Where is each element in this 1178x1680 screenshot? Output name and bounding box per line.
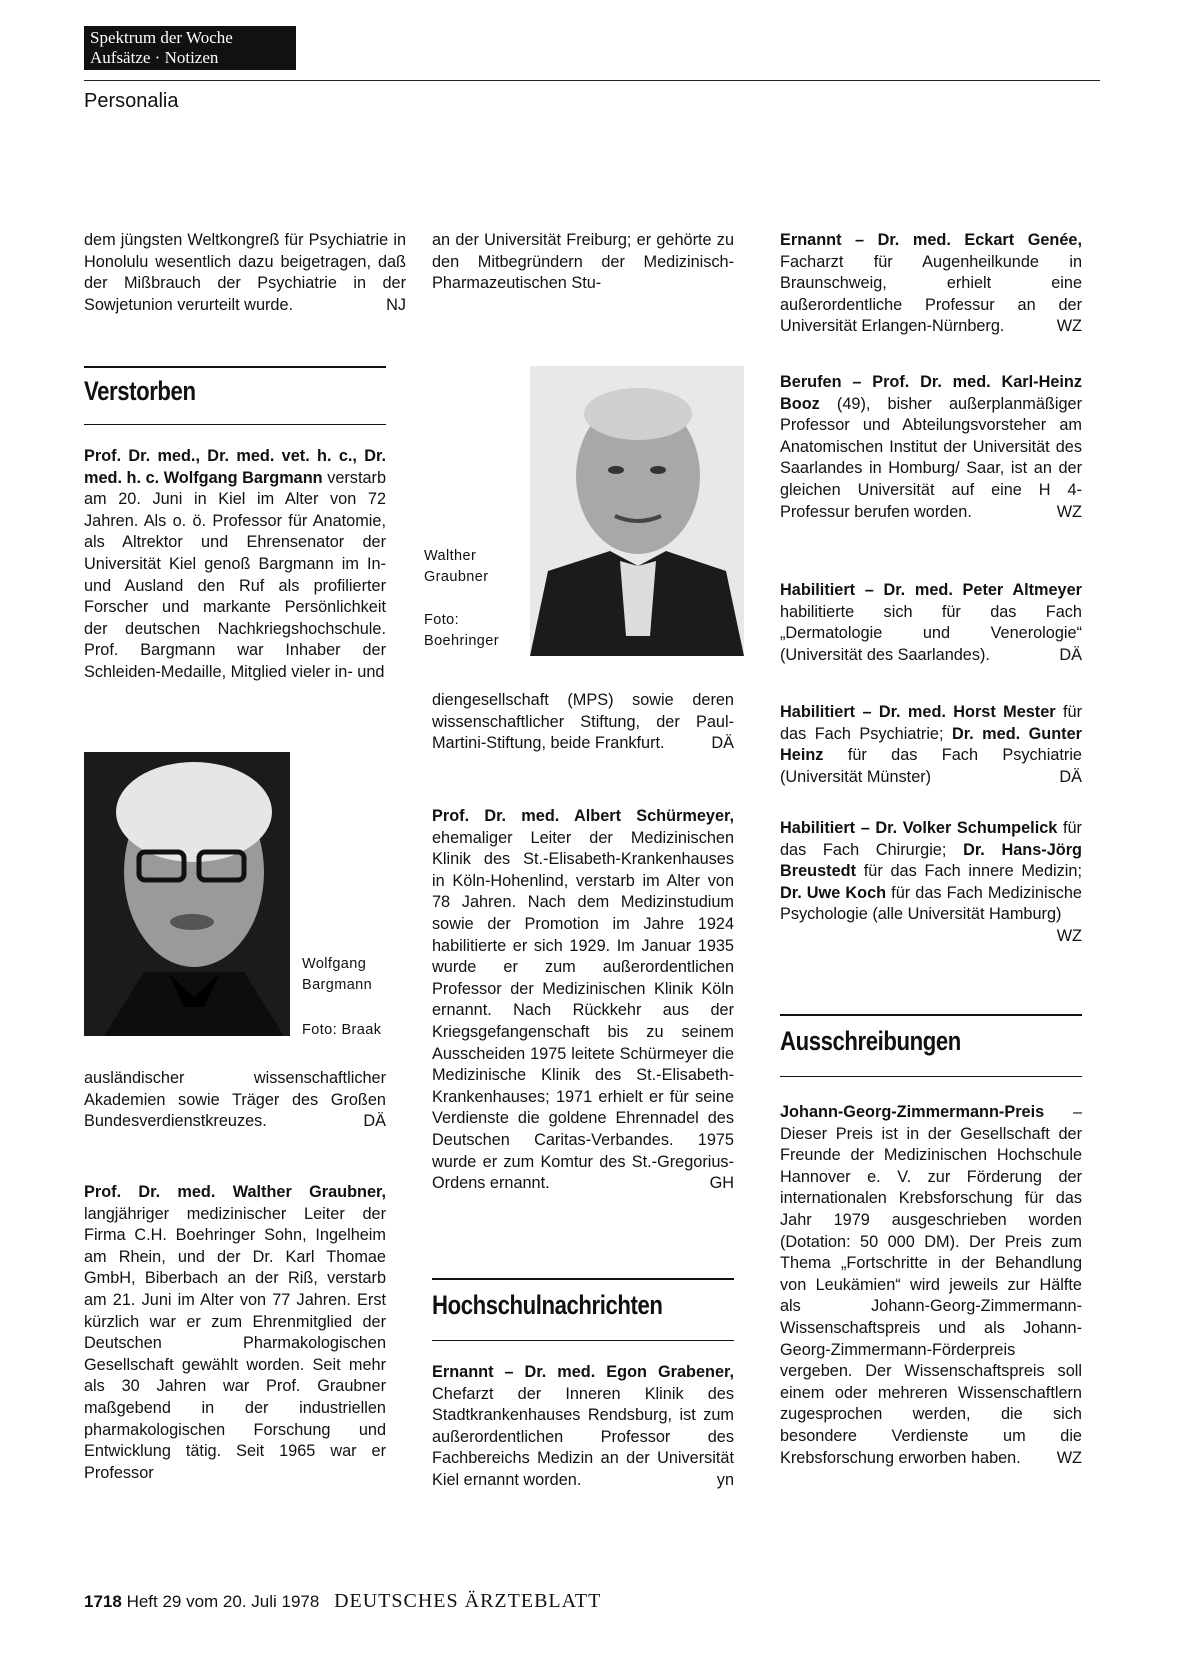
heading-rule-bottom-hochschul — [432, 1340, 734, 1341]
article-schuermeyer — [432, 806, 734, 1195]
graubner-continued — [432, 690, 734, 755]
page-footer — [84, 1590, 601, 1613]
grabener-name: Ernannt – Dr. med. Egon Grabener, — [432, 1363, 734, 1381]
photo-graubner — [530, 366, 744, 656]
article-grabener — [432, 1362, 734, 1492]
credit-bargmann: Foto: Braak — [302, 1022, 382, 1038]
bargmann-name: Prof. Dr. med., Dr. med. vet. h. c., Dr. med. h. c. Wolfgang Bargmann — [84, 447, 386, 487]
col2-intro — [432, 230, 734, 295]
schumpelick-text-3: für das Fach Medizinische Psychologie (alle Universität Hamburg) — [780, 883, 1082, 924]
heading-verstorben: Verstorben — [84, 376, 196, 406]
schumpelick-signature: WZ — [1056, 926, 1082, 945]
heading-rule-bottom-ausschreibungen — [780, 1076, 1082, 1077]
schumpelick-text-1: für das Fach Chirurgie; — [780, 819, 1082, 859]
altmeyer-text: habilitierte sich für das Fach „Dermatologie und Venerologie“ (Universität des Saarlandes). — [780, 602, 1082, 664]
breustedt-name: Dr. Hans-Jörg Breustedt — [780, 840, 1082, 881]
article-graubner — [84, 1182, 386, 1484]
portrait-graubner-image — [530, 366, 744, 656]
bargmann-text: verstarb am 20. Juni in Kiel im Alter von 72 Jahren. Als o. ö. Professor für Anatomie, als Altrektor und Ehrensenator der Universität Kiel genoß Bargmann im In- und Ausland den Ruf als profilierter Forscher und markante Persönlichkeit der deutschen Nachkriegshochschule. Prof. Bargmann war Inhaber der Schleiden-Medaille, Mitglied vieler in- und — [84, 468, 387, 681]
page-number: 1718 — [84, 1592, 122, 1611]
heading-rule-bottom — [84, 424, 386, 425]
booz-text: (49), bisher außerplanmäßiger Professor und Abteilungsvorsteher am Anatomischen Institut der Universität des Saarlandes in Homburg/ Saar, ist an der gleichen Universität auf eine H 4-Professur berufen worden. — [780, 394, 1082, 521]
journal-name: DEUTSCHES ÄRZTEBLATT — [334, 1590, 602, 1612]
grabener-text: Chefarzt der Inneren Klinik des Stadtkrankenhauses Rendsburg, ist zum außerordentlichen Professor des Fachbereichs Medizin an der Universität Kiel ernannt worden. — [432, 1384, 734, 1489]
article-genee — [780, 230, 1082, 338]
header-line-2: Aufsätze · Notizen — [90, 48, 219, 67]
article-booz — [780, 372, 1082, 523]
heading-hochschulnachrichten: Hochschulnachrichten — [432, 1290, 663, 1320]
article-schumpelick — [780, 818, 1082, 948]
graubner-name: Prof. Dr. med. Walther Graubner, — [84, 1183, 386, 1201]
header-line-1: Spektrum der Woche — [90, 28, 233, 47]
article-preis — [780, 1102, 1082, 1469]
graubner-cont-text: diengesellschaft (MPS) sowie deren wissenschaftlicher Stiftung, der Paul-Martini-Stiftung, beide Frankfurt. — [432, 691, 734, 753]
header-rule — [84, 80, 1100, 81]
altmeyer-name: Habilitiert – Dr. med. Peter Altmeyer — [780, 581, 1082, 599]
article-mester — [780, 702, 1082, 788]
bargmann-signature: DÄ — [363, 1112, 386, 1131]
heading-rule-top-hochschul — [432, 1278, 734, 1280]
schumpelick-text-2: für das Fach innere Medizin; — [863, 862, 1082, 881]
credit-graubner-label: Foto: — [424, 612, 460, 628]
caption-bargmann-first: Wolfgang — [302, 956, 367, 972]
article-bargmann — [84, 446, 386, 684]
photo-bargmann — [84, 752, 290, 1036]
section-header-box — [84, 26, 296, 70]
mester-signature: DÄ — [1059, 767, 1082, 786]
schuermeyer-signature: GH — [709, 1174, 734, 1193]
intro-text: dem jüngsten Weltkongreß für Psychiatrie in Honolulu wesentlich dazu beigetragen, daß der Mißbrauch der Psychiatrie in der Sowjetunion verurteilt wurde. — [84, 231, 406, 314]
heading-ausschreibungen: Ausschreibungen — [780, 1026, 961, 1056]
col1-intro — [84, 230, 406, 316]
altmeyer-signature: DÄ — [1059, 645, 1082, 664]
heading-rule-top — [84, 366, 386, 368]
graubner-signature: DÄ — [711, 734, 734, 753]
schuermeyer-text: ehemaliger Leiter der Medizinischen Klinik des St.-Elisabeth-Krankenhauses in Köln-Hohenlind, verstarb im Alter von 78 Jahren. Nach dem Medizinstudium sowie der Promotion im Jahre 1924 habilitierte er sich 1929. Im Januar 1935 wurde er zum außerordentlichen Professor der Medizinischen Klinik Köln ernannt. Nach Rückkehr aus der Kriegsgefangenschaft bis zu seinem Ausscheiden 1975 leitete Schürmeyer die Medizinische Klinik des St.-Elisabeth-Krankenhauses; 1971 erhielt er für seine Verdienste die goldene Ehrennadel des Deutschen Caritas-Verbandes. 1975 wurde er zum Komtur des St.-Gregorius-Ordens ernannt. — [432, 828, 734, 1193]
credit-graubner — [424, 610, 499, 652]
booz-signature: WZ — [1056, 502, 1082, 521]
caption-graubner-last: Graubner — [424, 569, 489, 585]
mester-text-2: für das Fach Psychiatrie (Universität Münster) — [780, 746, 1082, 786]
caption-bargmann-last: Bargmann — [302, 977, 373, 993]
genee-signature: WZ — [1056, 317, 1082, 336]
bargmann-continued — [84, 1068, 386, 1133]
koch-name: Dr. Uwe Koch — [780, 883, 887, 902]
booz-name: Berufen – Prof. Dr. med. Karl-Heinz Booz — [780, 373, 1082, 413]
preis-name: Johann-Georg-Zimmermann-Preis — [780, 1103, 1045, 1121]
bargmann-cont-text: ausländischer wissenschaftlicher Akademien sowie Träger des Großen Bundesverdienstkreuzes. — [84, 1069, 386, 1131]
genee-name: Ernannt – Dr. med. Eckart Genée, — [780, 231, 1082, 249]
graubner-intro-text: an der Universität Freiburg; er gehörte zu den Mitbegründern der Medizinisch-Pharmazeutischen Stu- — [432, 231, 734, 293]
portrait-bargmann-image — [84, 752, 290, 1036]
preis-signature: WZ — [1056, 1448, 1082, 1467]
preis-text: – Dieser Preis ist in der Gesellschaft der Freunde der Medizinischen Hochschule Hannover e. V. zur Förderung der internationalen Krebsforschung für das Jahr 1979 ausgeschrieben worden (Dotation: 50 000 DM). Der Preis zum Thema „Fortschritte in der Behandlung von Leukämien“ wird jeweils zur Hälfte als Johann-Georg-Zimmermann-Wissenschaftspreis und als Johann-Georg-Zimmermann-Förderpreis vergeben. Der Wissenschaftspreis soll einem oder mehreren Wissenschaftlern zugesprochen werden, die sich besondere Verdienste um die Krebsforschung erworben haben. — [780, 1103, 1082, 1467]
credit-graubner-source: Boehringer — [424, 633, 499, 649]
caption-graubner-first: Walther — [424, 548, 477, 564]
mester-text-1: für das Fach Psychiatrie; — [780, 703, 1082, 743]
grabener-signature: yn — [716, 1470, 734, 1489]
mester-name: Habilitiert – Dr. med. Horst Mester — [780, 703, 1056, 721]
issue-info: Heft 29 vom 20. Juli 1978 — [126, 1592, 320, 1611]
caption-bargmann — [302, 954, 372, 996]
heinz-name: Dr. med. Gunter Heinz — [780, 724, 1082, 765]
intro-signature: NJ — [386, 295, 406, 314]
schumpelick-name: Habilitiert – Dr. Volker Schumpelick — [780, 819, 1058, 837]
graubner-text: langjähriger medizinischer Leiter der Firma C.H. Boehringer Sohn, Ingelheim am Rhein, und der Dr. Karl Thomae GmbH, Biberbach an der Riß, verstarb am 21. Juni im Alter von 77 Jahren. Erst kürzlich war er zum Ehrenmitglied der Deutschen Pharmakologischen Gesellschaft gewählt worden. Seit mehr als 30 Jahren war Prof. Graubner maßgebend in der industriellen pharmakologischen Forschung und Entwicklung tätig. Seit 1965 war er Professor — [84, 1204, 386, 1482]
section-title: Personalia — [84, 90, 179, 112]
heading-rule-top-ausschreibungen — [780, 1014, 1082, 1016]
schuermeyer-name: Prof. Dr. med. Albert Schürmeyer, — [432, 807, 734, 825]
caption-graubner — [424, 546, 488, 588]
genee-text: Facharzt für Augenheilkunde in Braunschweig, erhielt eine außerordentliche Professur an der Universität Erlangen-Nürnberg. — [780, 252, 1082, 336]
article-altmeyer — [780, 580, 1082, 666]
